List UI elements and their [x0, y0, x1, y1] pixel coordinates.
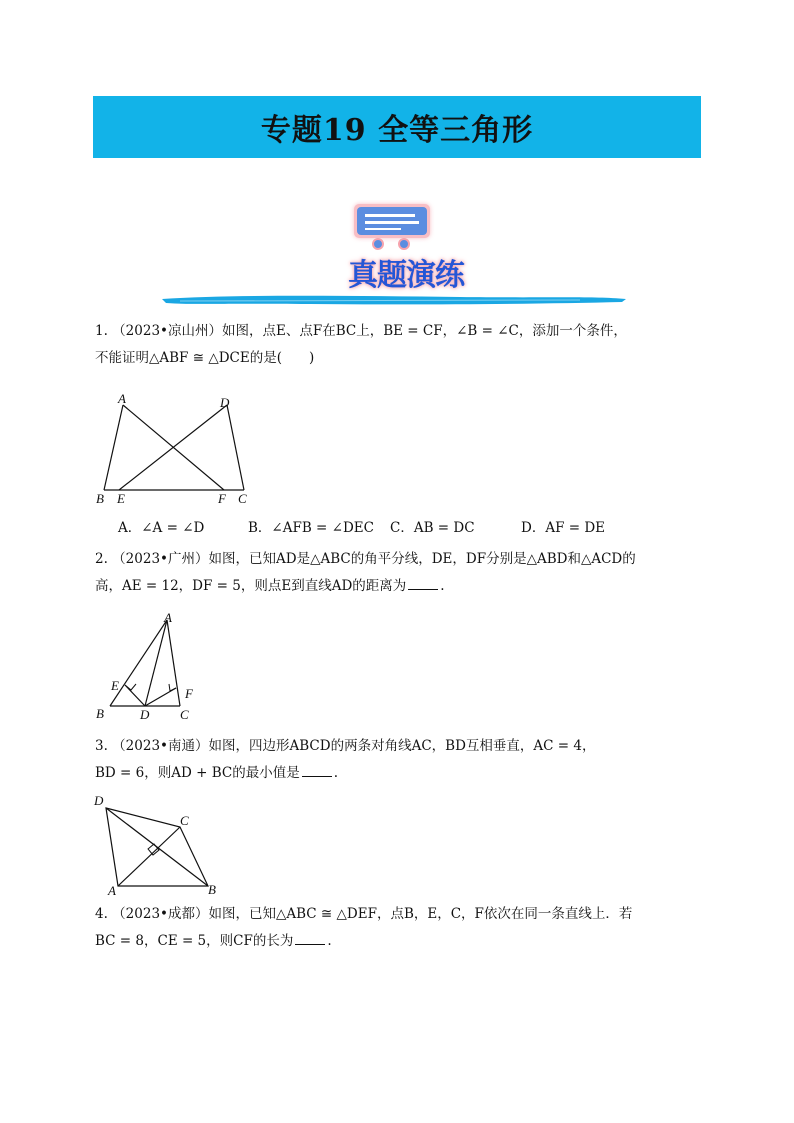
- title-banner: [93, 96, 701, 158]
- question-2: [95, 546, 705, 600]
- figure-2-label-F: F: [185, 686, 193, 701]
- answer-blank[interactable]: [302, 762, 332, 777]
- question-4: [95, 901, 705, 955]
- question-1: [95, 318, 705, 372]
- figure-3-label-A: A: [108, 883, 116, 898]
- section-label: 真题演练: [348, 258, 464, 293]
- option-b[interactable]: B．∠AFB = ∠DEC: [248, 520, 374, 536]
- page-title: 专题19 全等三角形: [260, 113, 534, 148]
- figure-3-label-D: D: [94, 793, 104, 808]
- figure-2-label-C: C: [180, 707, 189, 722]
- brush-divider: [160, 292, 630, 308]
- figure-1-label-C: C: [238, 491, 247, 506]
- question-1-line2: 不能证明△ABF ≅ △DCE的是( ): [95, 350, 315, 366]
- figure-3-label-B: B: [208, 882, 216, 897]
- figure-1: [92, 390, 262, 512]
- question-1-line1: 1. （2023•凉山州）如图，点E、点F在BC上，BE = CF，∠B = ∠C，添加一个条件，: [95, 323, 627, 339]
- figure-1-label-E: E: [117, 491, 125, 506]
- answer-blank[interactable]: [295, 930, 325, 945]
- question-3: [95, 733, 705, 787]
- figure-1-label-A: A: [118, 391, 126, 406]
- question-2-period: .: [440, 578, 445, 594]
- figure-2-label-A: A: [164, 610, 172, 625]
- figure-3-label-C: C: [180, 813, 189, 828]
- question-4-line1: 4. （2023•成都）如图，已知△ABC ≅ △DEF，点B，E，C，F依次在同一条直线上．若: [95, 906, 633, 922]
- question-2-line1: 2. （2023•广州）如图，已知AD是△ABC的角平分线，DE，DF分别是△ABD和△ACD的: [95, 551, 636, 567]
- option-c[interactable]: C．AB = DC: [390, 520, 475, 536]
- section-header: [330, 200, 490, 296]
- question-4-period: .: [327, 933, 332, 949]
- question-3-line2: BD = 6，则AD + BC的最小值是: [95, 765, 300, 781]
- answer-blank[interactable]: [408, 575, 438, 590]
- figure-3: [92, 792, 232, 898]
- question-2-line2: 高，AE = 12，DF = 5，则点E到直线AD的距离为: [95, 578, 407, 594]
- figure-2-label-B: B: [96, 706, 104, 721]
- figure-2: [92, 610, 212, 726]
- question-3-period: .: [333, 765, 338, 781]
- question-4-line2: BC = 8，CE = 5，则CF的长为: [95, 933, 294, 949]
- figure-1-label-D: D: [220, 395, 230, 410]
- figure-1-label-F: F: [218, 491, 226, 506]
- figure-1-label-B: B: [96, 491, 104, 506]
- option-a[interactable]: A．∠A = ∠D: [118, 520, 205, 536]
- figure-2-label-E: E: [111, 678, 119, 693]
- question-3-line1: 3. （2023•南通）如图，四边形ABCD的两条对角线AC，BD互相垂直，AC = 4，: [95, 738, 596, 754]
- option-d[interactable]: D．AF = DE: [521, 520, 606, 536]
- figure-2-label-D: D: [140, 707, 150, 722]
